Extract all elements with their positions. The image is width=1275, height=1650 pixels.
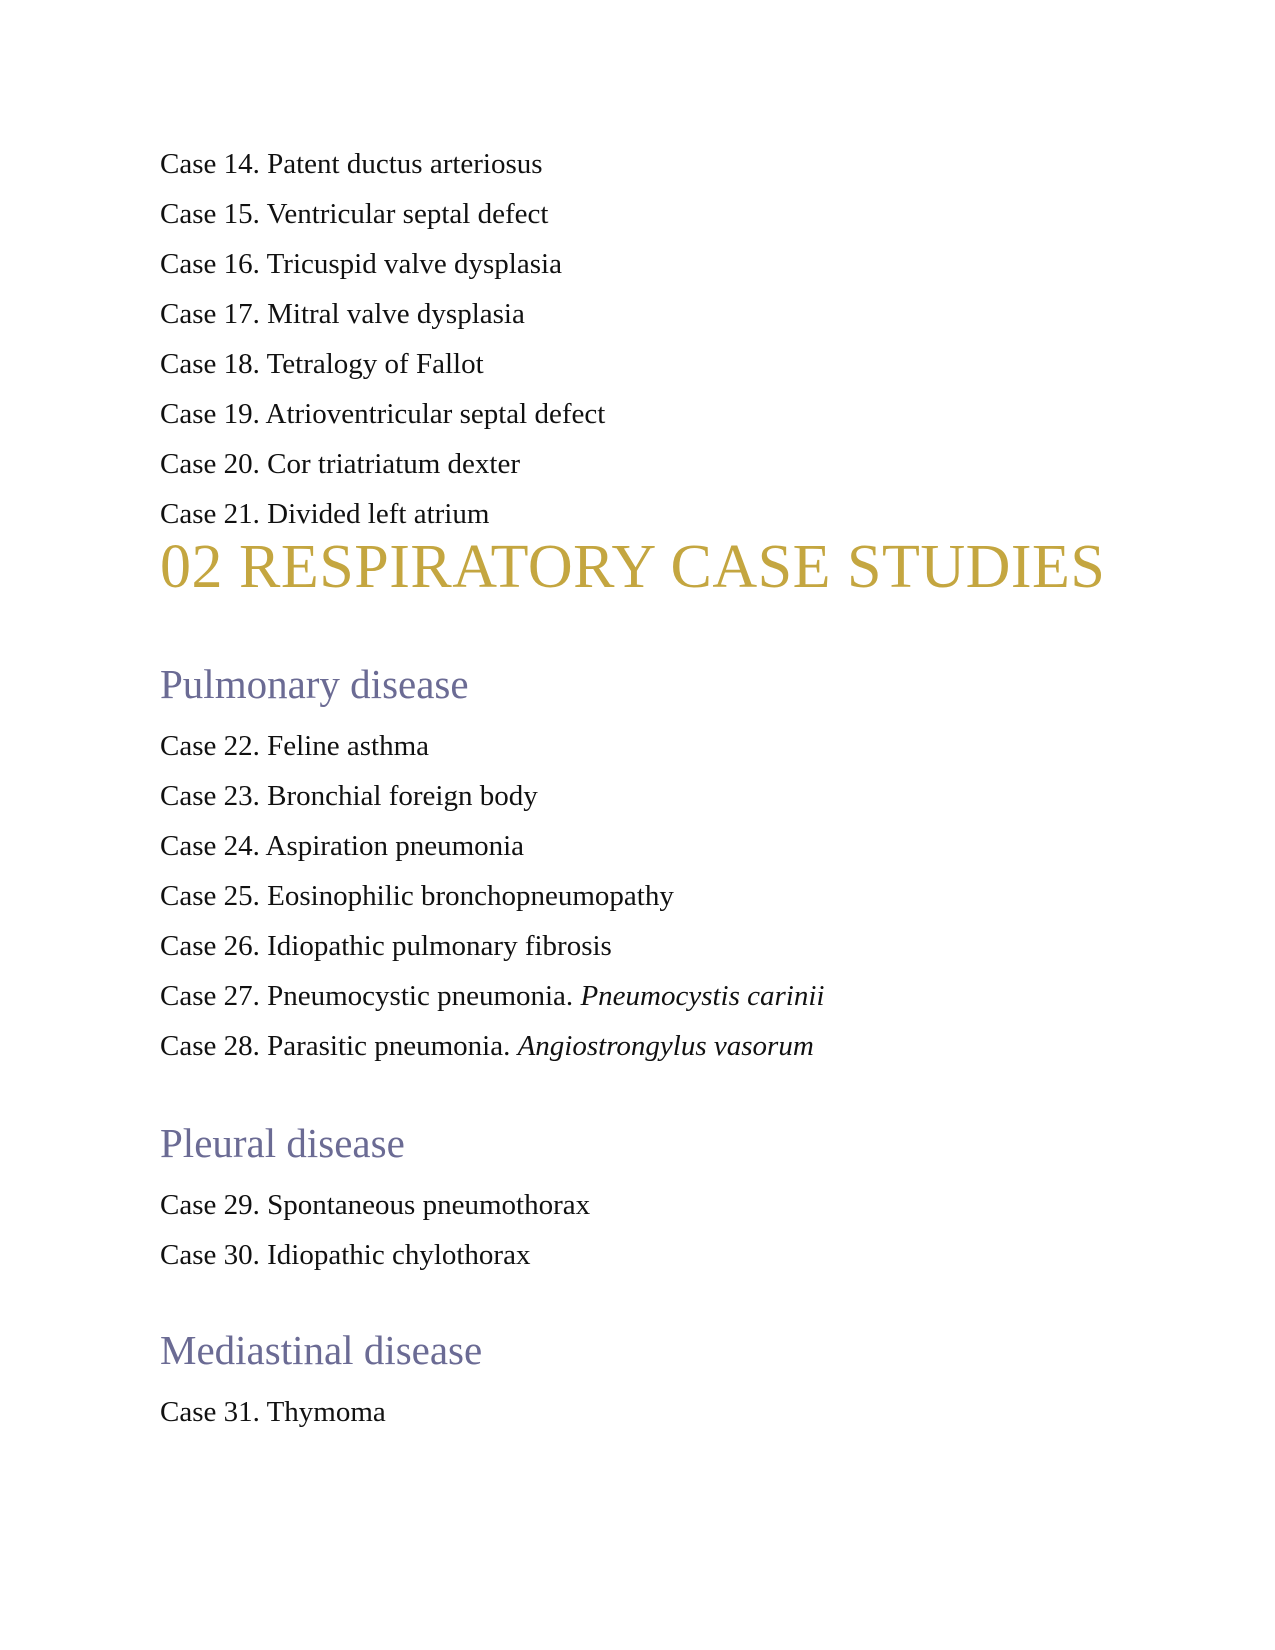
toc-entry-case-29[interactable] xyxy=(160,1187,590,1223)
toc-entry-case-31[interactable] xyxy=(160,1394,386,1430)
case-organism: Angiostrongylus vasorum xyxy=(517,1030,814,1062)
case-label: Case 28. Parasitic pneumonia. xyxy=(160,1030,518,1062)
section-title-pleural: Pleural disease xyxy=(160,1120,405,1166)
toc-entry-case-14[interactable]: Case 14. Patent ductus arteriosus xyxy=(160,148,543,180)
toc-entry-case-20[interactable]: Case 20. Cor triatriatum dexter xyxy=(160,448,520,480)
toc-entry-case-22[interactable] xyxy=(160,728,429,764)
case-label: Case 29. Spontaneous pneumothorax xyxy=(160,1189,591,1221)
case-label: Case 23. Bronchial foreign body xyxy=(160,780,538,812)
part-title: 02 RESPIRATORY CASE STUDIES xyxy=(160,533,1106,601)
case-label: Case 26. Idiopathic pulmonary fibrosis xyxy=(160,930,612,962)
toc-entry-case-27[interactable] xyxy=(160,978,824,1014)
case-organism: Pneumocystis carinii xyxy=(580,980,825,1012)
case-label: Case 27. Pneumocystic pneumonia. xyxy=(160,980,581,1012)
toc-entry-case-26[interactable] xyxy=(160,928,612,964)
case-label: Case 24. Aspiration pneumonia xyxy=(160,830,525,862)
toc-entry-case-23[interactable] xyxy=(160,778,538,814)
toc-entry-case-16[interactable]: Case 16. Tricuspid valve dysplasia xyxy=(160,248,562,280)
case-label: Case 30. Idiopathic chylothorax xyxy=(160,1239,531,1271)
toc-entry-case-19[interactable]: Case 19. Atrioventricular septal defect xyxy=(160,398,606,430)
toc-entry-case-30[interactable] xyxy=(160,1237,530,1273)
toc-entry-case-15[interactable]: Case 15. Ventricular septal defect xyxy=(160,198,549,230)
toc-entry-case-17[interactable]: Case 17. Mitral valve dysplasia xyxy=(160,298,525,330)
toc-entry-case-28[interactable] xyxy=(160,1028,814,1064)
case-label: Case 22. Feline asthma xyxy=(160,730,430,762)
toc-entry-case-18[interactable]: Case 18. Tetralogy of Fallot xyxy=(160,348,484,380)
toc-entry-case-24[interactable] xyxy=(160,828,524,864)
toc-entry-case-21[interactable]: Case 21. Divided left atrium xyxy=(160,498,490,530)
case-label: Case 25. Eosinophilic bronchopneumopathy xyxy=(160,880,674,912)
case-label: Case 31. Thymoma xyxy=(160,1396,386,1428)
section-title-pulmonary: Pulmonary disease xyxy=(160,661,469,707)
toc-entry-case-25[interactable] xyxy=(160,878,674,914)
section-title-mediastinal: Mediastinal disease xyxy=(160,1327,483,1373)
